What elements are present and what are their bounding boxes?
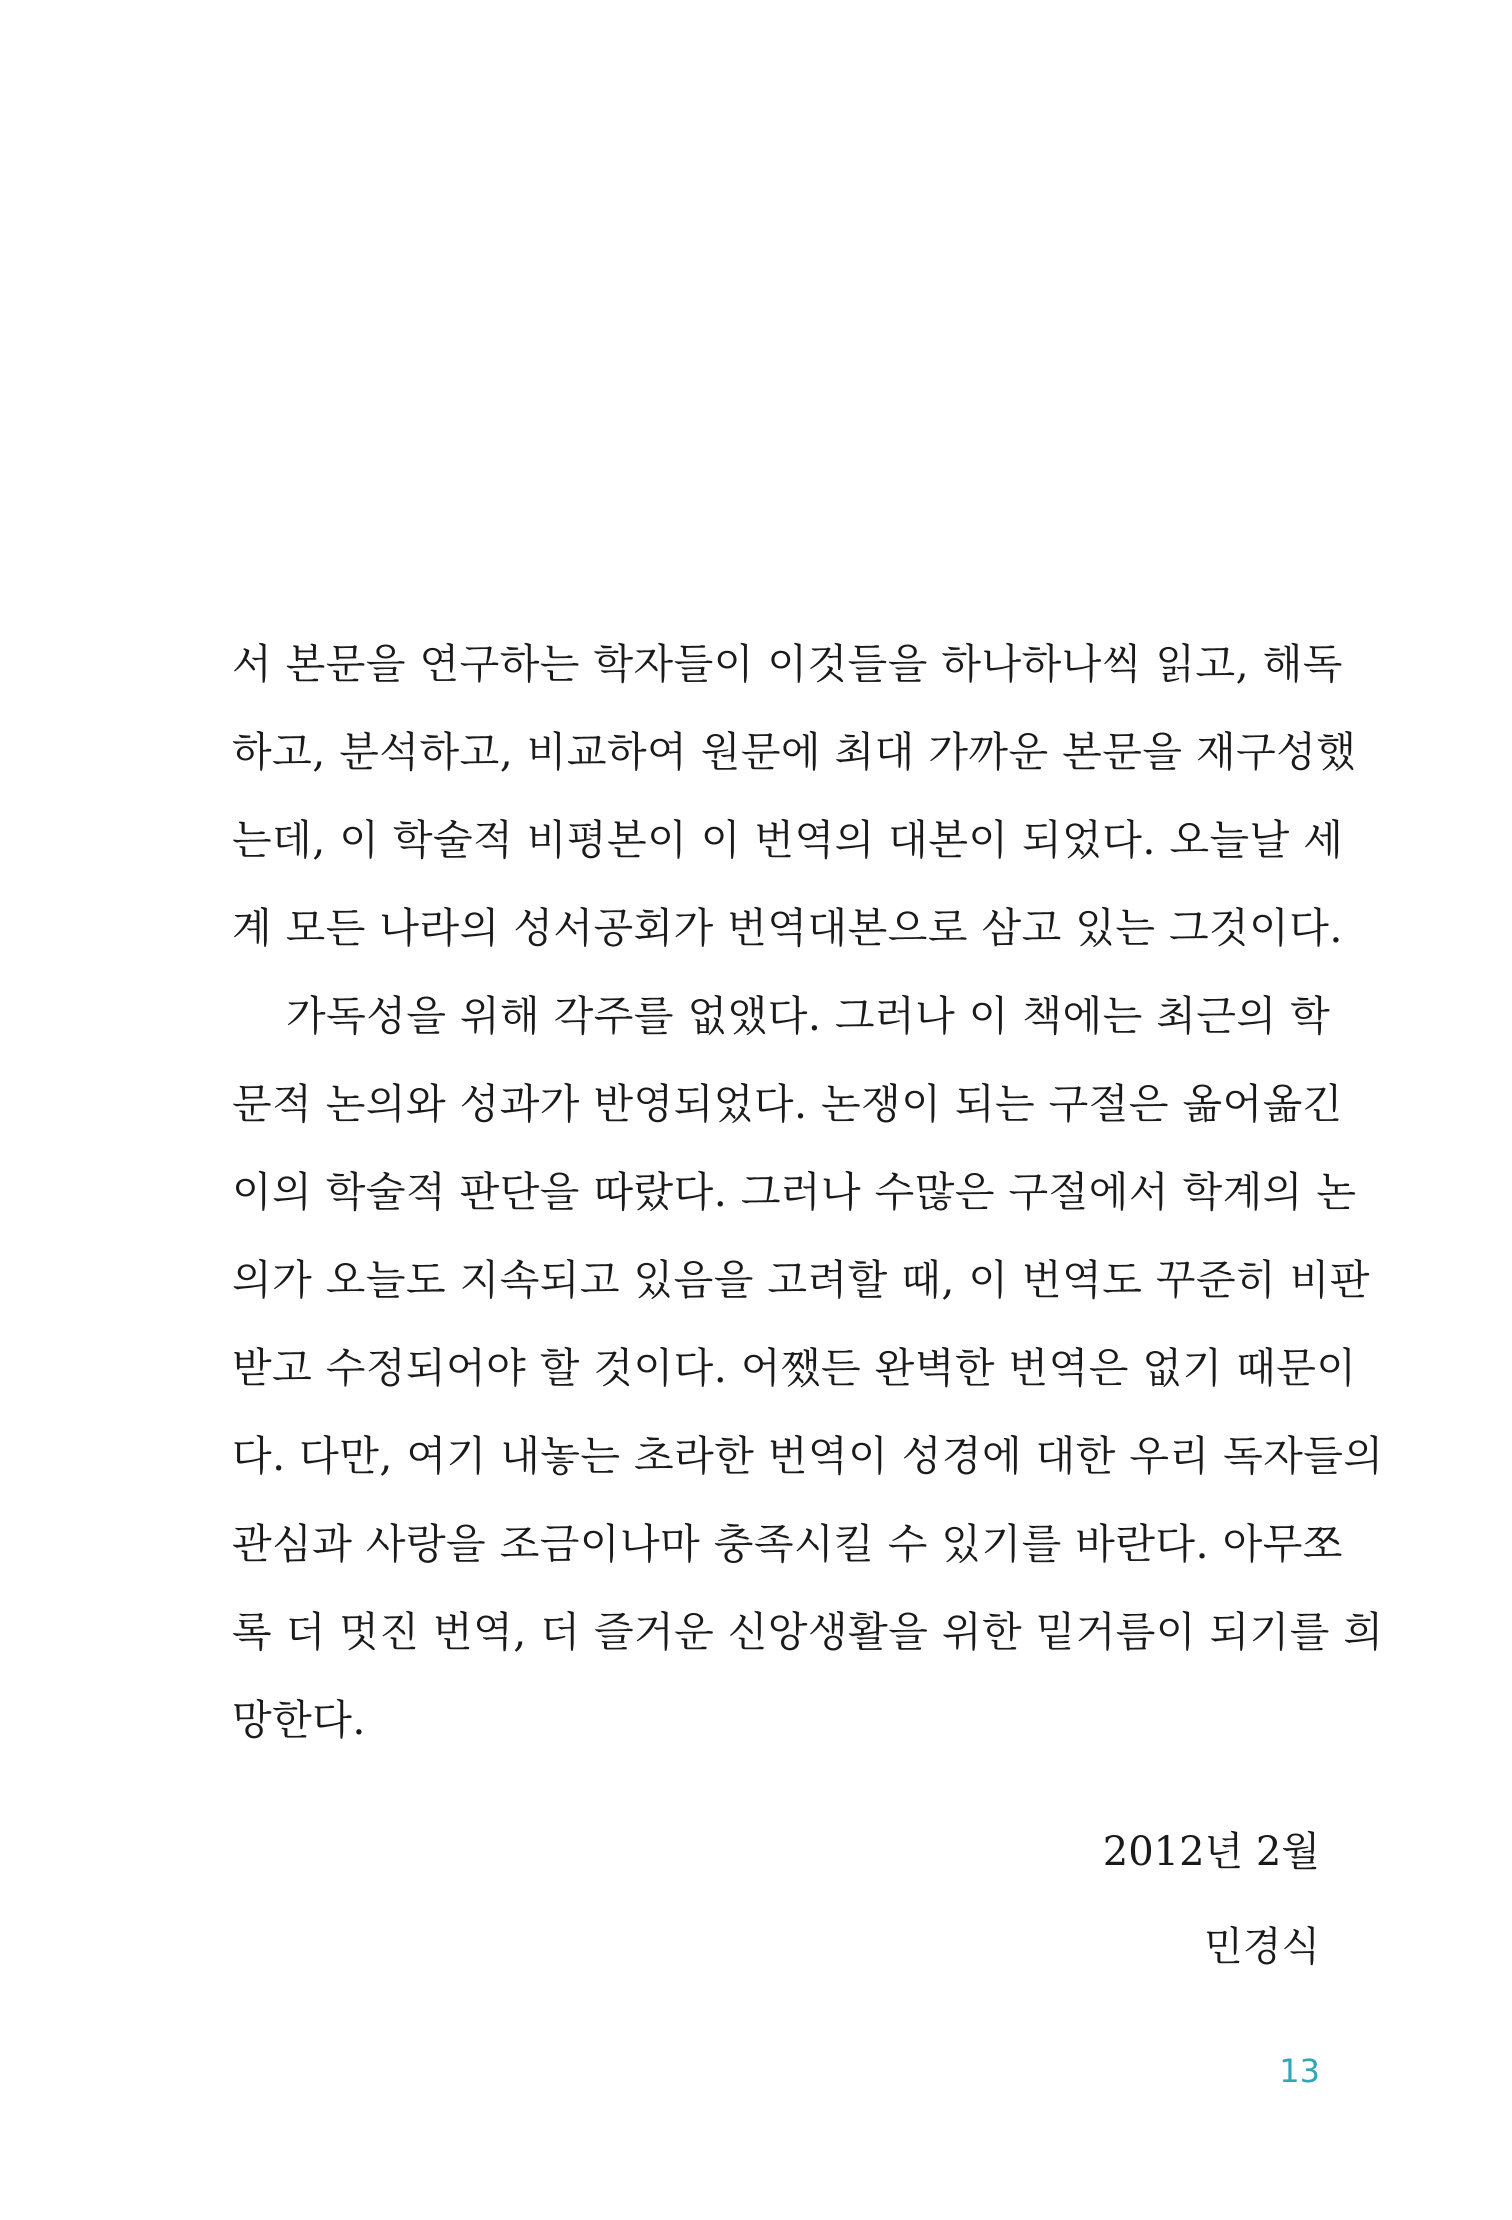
- text-line: 받고 수정되어야 할 것이다. 어쨌든 완벽한 번역은 없기 때문이: [232, 1344, 1357, 1392]
- text-line: 계 모든 나라의 성서공회가 번역대본으로 삼고 있는 그것이다.: [232, 904, 1343, 952]
- text-line: 서 본문을 연구하는 학자들이 이것들을 하나하나씩 읽고, 해독: [232, 640, 1343, 688]
- signature-name: 민경식: [1204, 1924, 1320, 1970]
- page-number: 13: [1279, 2052, 1320, 2090]
- text-line: 이의 학술적 판단을 따랐다. 그러나 수많은 구절에서 학계의 논: [232, 1168, 1357, 1216]
- text-line: 다. 다만, 여기 내놓는 초라한 번역이 성경에 대한 우리 독자들의: [232, 1432, 1384, 1480]
- text-line: 가독성을 위해 각주를 없앴다. 그러나 이 책에는 최근의 학: [286, 992, 1331, 1040]
- text-line: 관심과 사랑을 조금이나마 충족시킬 수 있기를 바란다. 아무쪼: [232, 1520, 1343, 1568]
- text-line: 문적 논의와 성과가 반영되었다. 논쟁이 되는 구절은 옮어옮긴: [232, 1080, 1343, 1128]
- text-line: 하고, 분석하고, 비교하여 원문에 최대 가까운 본문을 재구성했: [232, 728, 1357, 776]
- text-line: 의가 오늘도 지속되고 있음을 고려할 때, 이 번역도 꾸준히 비판: [232, 1256, 1370, 1304]
- text-line: 는데, 이 학술적 비평본이 이 번역의 대본이 되었다. 오늘날 세: [232, 816, 1344, 864]
- text-line: 망한다.: [232, 1696, 366, 1744]
- signature-date: 2012년 2월: [1102, 1829, 1320, 1875]
- body-text: [232, 620, 1384, 1764]
- text-line: 록 더 멋진 번역, 더 즐거운 신앙생활을 위한 밑거름이 되기를 희: [232, 1608, 1384, 1656]
